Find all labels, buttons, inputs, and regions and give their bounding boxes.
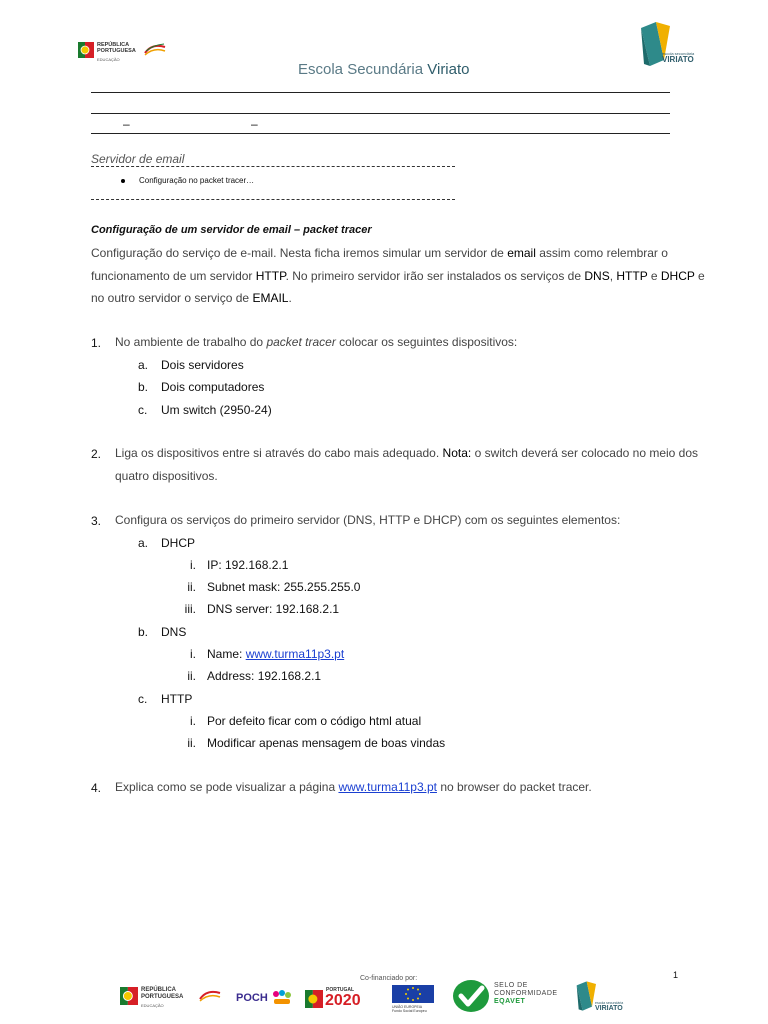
republica-logo-sub: EDUCAÇÃO (97, 57, 120, 62)
intro-text: Configuração do serviço de e-mail. Nesta ficha iremos simular um servidor de (91, 246, 504, 260)
roman-item-text: Address: 192.168.2.1 (207, 669, 322, 683)
sub-item-text: Dois servidores (161, 358, 244, 372)
intro-keyword: HTTP (255, 269, 286, 283)
intro-keyword: email (507, 246, 536, 260)
selo-label: CONFORMIDADE (494, 990, 558, 997)
list-item-number: 3. (91, 514, 102, 528)
intro-line (91, 269, 705, 283)
roman-item-text: Modificar apenas mensagem de boas vindas (207, 736, 446, 750)
roman-number: iii. (184, 602, 196, 616)
content-heading: Configuração de um servidor de email – packet tracer (91, 224, 372, 236)
roman-number: ii. (187, 580, 196, 594)
roman-item-text: DNS server: 192.168.2.1 (207, 602, 340, 616)
list-item-text: Configura os serviços do primeiro servidor (DNS, HTTP e DHCP) com os seguintes elementos: (115, 513, 621, 527)
item-text: colocar os seguintes dispositivos: (339, 335, 518, 349)
eu-label: UNIÃO EUROPEIA (392, 1005, 423, 1009)
republica-emblem-icon (120, 987, 138, 1005)
title-school-name: Viriato (427, 61, 470, 78)
checkmark-seal-icon (452, 979, 490, 1013)
form-dash: – (123, 117, 130, 131)
footer-eu-logo (392, 985, 436, 1015)
republica-logo-line: REPÚBLICA (97, 42, 130, 48)
viriato-logo-sub: escola secundária (595, 1001, 624, 1005)
date-line[interactable] (91, 133, 670, 134)
roman-number: ii. (187, 669, 196, 683)
curve-logo-icon (144, 43, 166, 57)
section-divider (91, 166, 455, 167)
section-bullet (121, 176, 254, 186)
section-title: Servidor de email (91, 152, 185, 166)
intro-text: funcionamento de um servidor (91, 269, 253, 283)
list-item-text (115, 780, 592, 794)
list-item-text: quatro dispositivos. (115, 469, 218, 483)
portugal2020-emblem-icon (305, 990, 323, 1008)
intro-text: , (609, 269, 614, 283)
footer-poch-logo (236, 988, 294, 1012)
viriato-logo-name: VIRIATO (662, 55, 694, 64)
footer-portugal2020-logo (305, 985, 381, 1013)
eu-label: Fundo Social Europeu (392, 1009, 427, 1013)
item-text: Liga os dispositivos entre si através do cabo mais adequado. (115, 446, 440, 460)
item-note-label: Nota: (442, 446, 472, 460)
sub-item-letter: b. (138, 380, 149, 394)
page-title (298, 61, 470, 78)
intro-keyword: DNS (584, 269, 610, 283)
intro-text: e (698, 269, 705, 283)
section-divider (91, 199, 455, 200)
republica-logo (78, 40, 173, 66)
sub-item-text: DHCP (161, 536, 196, 550)
form-dash: – (251, 117, 258, 131)
name-label: Name: (207, 647, 243, 661)
section-bullet-text: Configuração no packet tracer… (139, 176, 255, 185)
sub-item-letter: c. (138, 403, 148, 417)
intro-keyword: HTTP (616, 269, 648, 283)
footer-republica-sub: EDUCAÇÃO (141, 1003, 164, 1008)
viriato-logo-sub: escola secundária (662, 51, 695, 56)
intro-text: no outro servidor o serviço de (91, 291, 250, 305)
roman-item-text: IP: 192.168.2.1 (207, 558, 289, 572)
item-text: Explica como se pode visualizar a página (115, 780, 336, 794)
page-number: 1 (673, 970, 679, 980)
item-emphasis: packet tracer (266, 335, 336, 349)
viriato-logo-name: VIRIATO (595, 1005, 623, 1012)
sub-item-text: DNS (161, 625, 187, 639)
roman-item-text: Subnet mask: 255.255.255.0 (207, 580, 361, 594)
footer-republica-line: REPÚBLICA (141, 987, 177, 993)
list-item-number: 4. (91, 781, 102, 795)
cofinanciado-label: Co-financiado por: (360, 975, 418, 982)
intro-text: . (288, 291, 292, 305)
sub-item-letter: a. (138, 358, 149, 372)
republica-emblem-icon (78, 42, 94, 58)
poch-people-icon (272, 990, 292, 1006)
p2020-label: 2020 (325, 992, 361, 1009)
list-item-text (115, 446, 698, 460)
item-text: no browser do packet tracer. (440, 780, 592, 794)
item-text: o switch deverá ser colocado no meio dos (474, 446, 699, 460)
sub-item-letter: a. (138, 536, 149, 550)
footer-republica-logo (120, 983, 225, 1013)
eu-flag-icon (392, 985, 434, 1003)
list-item-number: 2. (91, 447, 102, 461)
intro-line (91, 246, 668, 260)
selo-label: EQAVET (494, 998, 526, 1005)
selo-label: SELO DE (494, 982, 528, 989)
footer-republica-line: PORTUGUESA (141, 994, 184, 1000)
name-line[interactable] (91, 92, 670, 93)
intro-keyword: DHCP (660, 269, 695, 283)
sub-item-text: HTTP (161, 692, 193, 706)
roman-number: i. (190, 714, 196, 728)
turma-link[interactable]: www.turma11p3.pt (245, 647, 345, 661)
viriato-logo (638, 20, 700, 72)
portugal-label: PORTUGAL (326, 987, 355, 993)
footer-viriato-logo (573, 980, 639, 1014)
list-item-number: 1. (91, 336, 102, 350)
intro-keyword: EMAIL (252, 291, 289, 305)
intro-text: assim como relembrar o (539, 246, 668, 260)
bullet-dot-icon (121, 179, 125, 183)
intro-text: e (650, 269, 658, 283)
turma-link[interactable]: www.turma11p3.pt (338, 780, 437, 794)
footer-eqavet-logo (452, 979, 568, 1013)
republica-logo-line: PORTUGUESA (97, 48, 136, 54)
roman-number: i. (190, 647, 196, 661)
intro-text: . No primeiro servidor irão ser instalados os serviços de (285, 269, 582, 283)
roman-item-text: Por defeito ficar com o código html atual (207, 714, 422, 728)
sub-item-letter: b. (138, 625, 149, 639)
sub-item-letter: c. (138, 692, 148, 706)
title-school-type: Escola Secundária (298, 61, 424, 78)
item-text: No ambiente de trabalho do (115, 335, 264, 349)
info-line[interactable] (91, 113, 670, 114)
list-item-text (115, 335, 517, 349)
curve-logo-icon (199, 989, 221, 1003)
roman-number: ii. (187, 736, 196, 750)
intro-line (91, 291, 292, 305)
roman-item-text (207, 647, 344, 661)
sub-item-text: Dois computadores (161, 380, 265, 394)
roman-number: i. (190, 558, 196, 572)
sub-item-text: Um switch (2950-24) (161, 403, 272, 417)
poch-text: POCH (236, 992, 268, 1004)
